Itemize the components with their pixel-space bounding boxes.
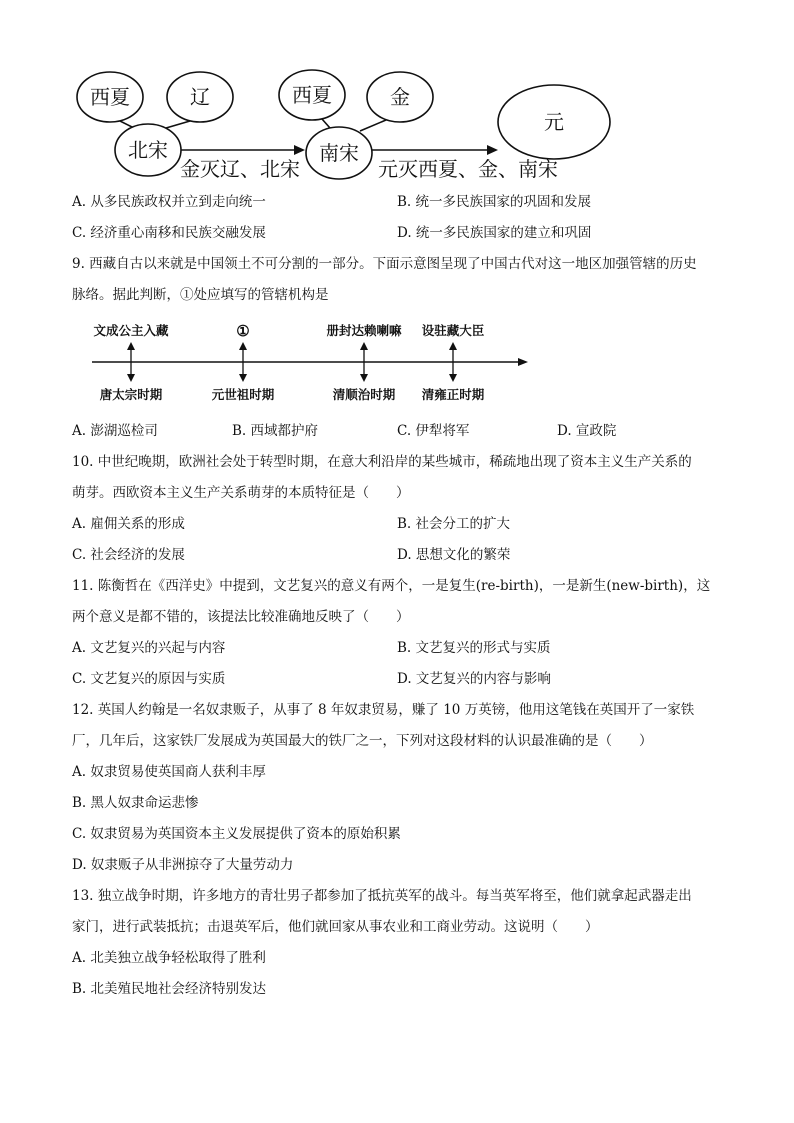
q10-stem-line2: 萌芽。西欧资本主义生产关系萌芽的本质特征是（ ） xyxy=(72,485,410,501)
timeline-event-2-blank: ① xyxy=(236,322,250,340)
q10-stem-line1: 10. 中世纪晚期，欧洲社会处于转型时期，在意大利沿岸的某些城市，稀疏地出现了资本主义生产关系的 xyxy=(72,454,692,470)
timeline-event-1: 文成公主入藏 xyxy=(93,323,169,338)
q12-option-a[interactable]: A. 奴隶贸易使英国商人获利丰厚 xyxy=(72,764,266,780)
q11-stem-line2: 两个意义是都不错的，该提法比较准确地反映了（ ） xyxy=(72,609,410,625)
q12-stem-line2: 厂，几年后，这家铁厂发展成为英国最大的铁厂之一，下列对这段材料的认识最准确的是（ ） xyxy=(72,733,653,749)
timeline-period-3: 清顺治时期 xyxy=(332,387,396,402)
q10-option-d[interactable]: D. 思想文化的繁荣 xyxy=(397,547,511,563)
q13-stem-line1: 13. 独立战争时期，许多地方的青壮男子都参加了抵抗英军的战斗。每当英军将至，他们就拿起武器走出 xyxy=(72,888,692,904)
q11-stem-line1: 11. 陈衡哲在《西洋史》中提到，文艺复兴的意义有两个，一是复生(re-birth)，一是新生(new-birth)，这 xyxy=(72,578,711,594)
q11-option-c[interactable]: C. 文艺复兴的原因与实质 xyxy=(72,671,226,687)
label-yuan: 元 xyxy=(544,110,564,134)
q9-stem-line2: 脉络。据此判断，①处应填写的管辖机构是 xyxy=(72,287,329,303)
timeline-event-3: 册封达赖喇嘛 xyxy=(326,323,402,338)
q13-option-b[interactable]: B. 北美殖民地社会经济特别发达 xyxy=(72,981,267,997)
timeline-period-2: 元世祖时期 xyxy=(211,387,275,402)
label-xixia-1: 西夏 xyxy=(90,85,130,109)
q10-option-b[interactable]: B. 社会分工的扩大 xyxy=(397,516,511,532)
label-xixia-2: 西夏 xyxy=(292,83,332,107)
timeline-period-4: 清雍正时期 xyxy=(421,387,485,402)
q8-option-d[interactable]: D. 统一多民族国家的建立和巩固 xyxy=(397,225,592,241)
label-liao: 辽 xyxy=(190,85,210,109)
q12-option-b[interactable]: B. 黑人奴隶命运悲惨 xyxy=(72,795,199,811)
q9-option-b[interactable]: B. 西域都护府 xyxy=(232,423,319,439)
q11-option-d[interactable]: D. 文艺复兴的内容与影响 xyxy=(397,671,551,687)
q10-option-c[interactable]: C. 社会经济的发展 xyxy=(72,547,185,563)
dynasty-diagram xyxy=(0,0,794,190)
label-beisong: 北宋 xyxy=(128,138,168,162)
q11-option-b[interactable]: B. 文艺复兴的形式与实质 xyxy=(397,640,551,656)
q13-stem-line2: 家门，进行武装抵抗；击退英军后，他们就回家从事农业和工商业劳动。这说明（ ） xyxy=(72,919,599,935)
q9-stem-line1: 9. 西藏自古以来就是中国领土不可分割的一部分。下面示意图呈现了中国古代对这一地区加强管辖的历史 xyxy=(72,256,697,272)
q12-option-d[interactable]: D. 奴隶贩子从非洲掠夺了大量劳动力 xyxy=(72,857,294,873)
q12-stem-line1: 12. 英国人约翰是一名奴隶贩子，从事了 8 年奴隶贸易，赚了 10 万英镑，他用这笔钱在英国开了一家铁 xyxy=(72,702,695,718)
label-jin: 金 xyxy=(390,85,410,109)
q9-option-c[interactable]: C. 伊犁将军 xyxy=(397,423,470,439)
q8-option-b[interactable]: B. 统一多民族国家的巩固和发展 xyxy=(397,194,592,210)
q8-option-a[interactable]: A. 从多民族政权并立到走向统一 xyxy=(72,194,266,210)
q9-option-a[interactable]: A. 澎湖巡检司 xyxy=(72,423,158,439)
q11-option-a[interactable]: A. 文艺复兴的兴起与内容 xyxy=(72,640,226,656)
q13-option-a[interactable]: A. 北美独立战争轻松取得了胜利 xyxy=(72,950,266,966)
q10-option-a[interactable]: A. 雇佣关系的形成 xyxy=(72,516,185,532)
timeline-period-1: 唐太宗时期 xyxy=(99,387,163,402)
q8-option-c[interactable]: C. 经济重心南移和民族交融发展 xyxy=(72,225,266,241)
arrow-2-label: 元灭西夏、金、南宋 xyxy=(378,157,558,181)
q9-option-d[interactable]: D. 宣政院 xyxy=(557,423,617,439)
q12-option-c[interactable]: C. 奴隶贸易为英国资本主义发展提供了资本的原始积累 xyxy=(72,826,401,842)
arrow-1-label: 金灭辽、北宋 xyxy=(180,157,300,181)
label-nansong: 南宋 xyxy=(319,141,359,165)
tibet-timeline xyxy=(0,315,794,410)
timeline-event-4: 设驻藏大臣 xyxy=(421,323,485,338)
